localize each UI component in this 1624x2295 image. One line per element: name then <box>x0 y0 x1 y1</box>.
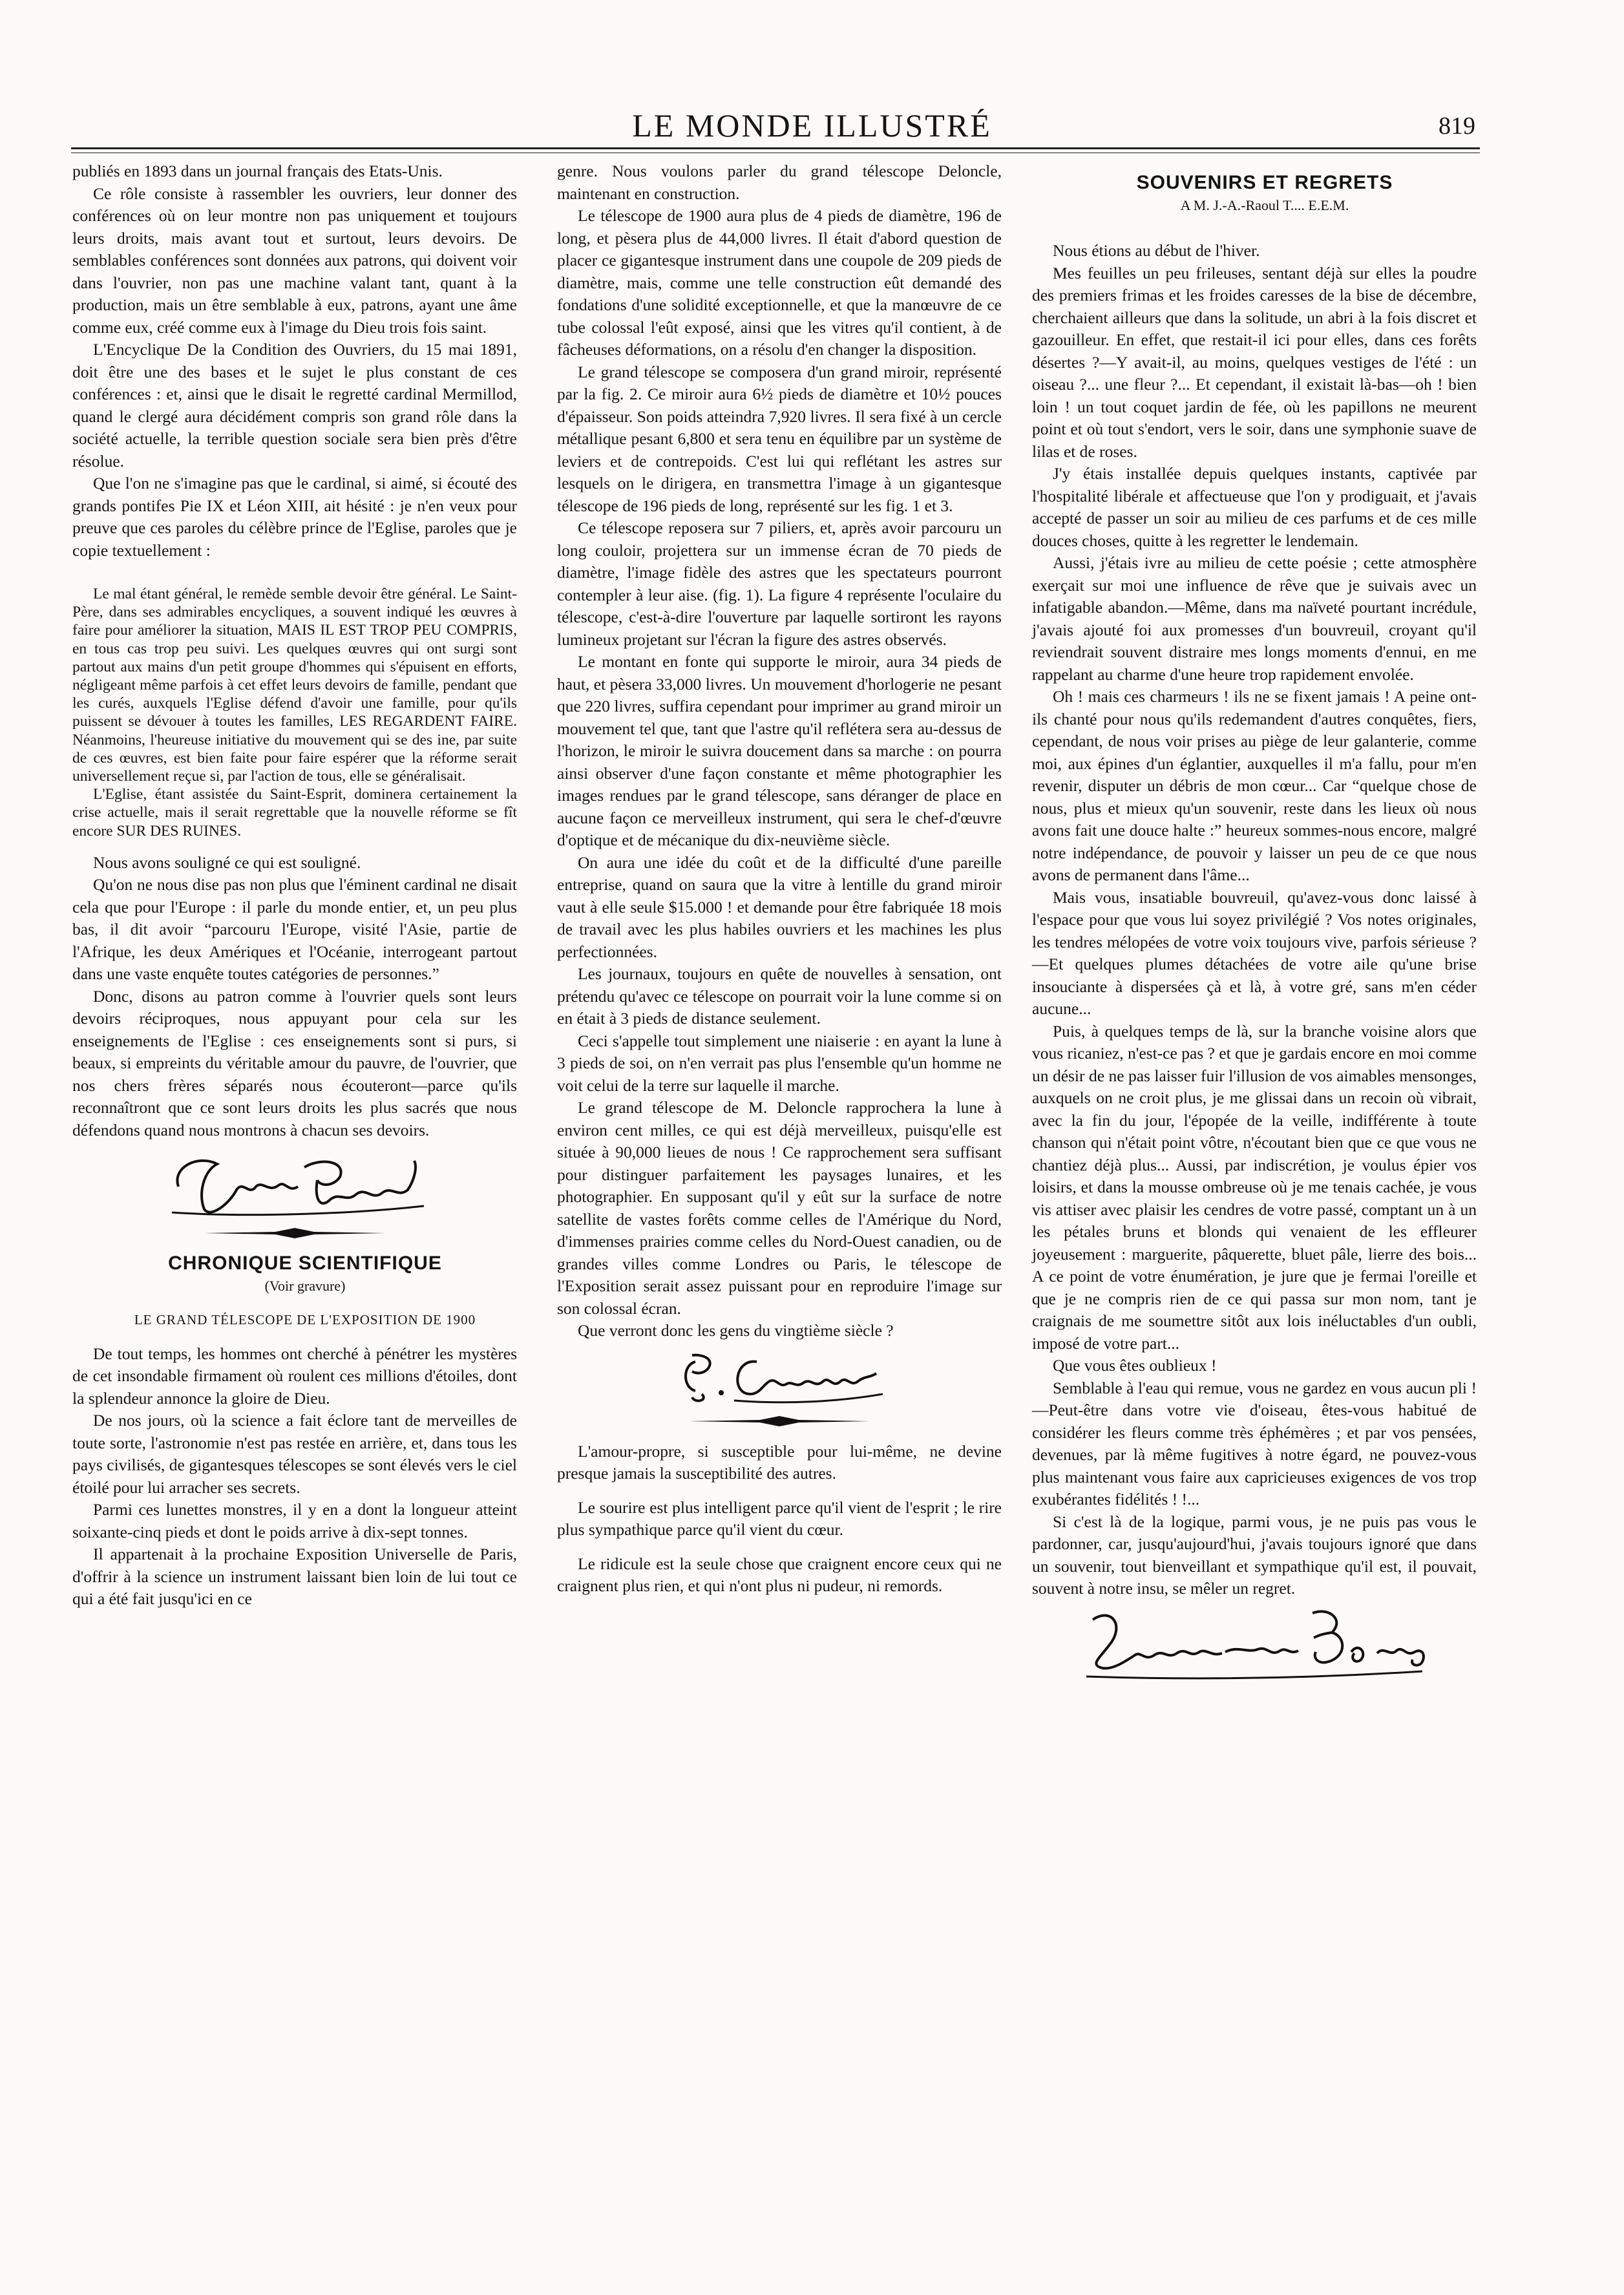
ornament-divider <box>198 1225 392 1241</box>
signature-firmin-picard <box>159 1141 430 1225</box>
maxim: Le ridicule est la seule chose que craignent encore ceux qui ne craignent plus rien, et qui n'ont plus ni pudeur, ni remords. <box>557 1554 1002 1595</box>
section-title: SOUVENIRS ET REGRETS <box>1136 172 1393 193</box>
paragraph: Donc, disons au patron comme à l'ouvrier quels sont leurs devoirs réciproques, nous appuyant pour cela sur les enseignements de l'Eglise : ces enseignements sont si purs, si beaux, si empreints du véritable amour du pauvre, de l'ouvrier, que nos chers frères séparés nous écouteront—parce qu'ils reconnaîtront que ce sont leurs droits les plus sacrés que nous défendons quand nous montrons à chacun ses devoirs. <box>72 986 517 1139</box>
header-rule <box>71 147 1480 149</box>
dedication: A M. J.-A.-Raoul T.... E.E.M. <box>1180 196 1349 213</box>
section-title: CHRONIQUE SCIENTIFIQUE <box>168 1253 442 1274</box>
paragraph: Le télescope de 1900 aura plus de 4 pieds de diamètre, 196 de long, et pèsera plus de 44,000 livres. Il était d'abord question de placer ce gigantesque instrument dans une coupole de 209 pieds de diamètre, mais, comme une telle construction eût demandé des fondations d'une solidité exceptionnelle, et que la manœuvre de ce tube colossal l'eût exposé, ainsi que les vitres qu'il contient, à de fâcheuses déformations, on a résolu d'en changer la disposition. <box>557 206 1002 359</box>
paragraph: Si c'est là de la logique, parmi vous, je ne puis pas vous le pardonner, car, jusqu'aujourd'hui, j'avais toujours ignoré que dans un souvenir, tout bienveillant et sympathique qu'il est, il pouvait, souvent à notre insu, se mêler un regret. <box>1032 1512 1477 1598</box>
paragraph: De tout temps, les hommes ont cherché à pénétrer les mystères de cet insondable firmament où roulent ces millions d'étoiles, dont la splendeur annonce la gloire de Dieu. <box>72 1344 517 1408</box>
paragraph: Parmi ces lunettes monstres, il y en a dont la longueur atteint soixante-cinq pieds et dont le poids arrive à dix-sept tonnes. <box>72 1500 517 1541</box>
paragraph: Le grand télescope se composera d'un grand miroir, représenté par la fig. 2. Ce miroir aura 6½ pieds de diamètre et 10½ pouces d'épaisseur. Son poids atteindra 7,920 livres. Il sera fixé à un cercle métallique pesant 6,800 et sera tenu en équilibre par un système de leviers et de contrepoids. C'est lui qui reflétant les astres sur lesquels on le dirigera, en transmettra l'image à un gigantesque télescope de 196 pieds de long, représenté sur les fig. 1 et 3. <box>557 362 1002 515</box>
quotation: L'Eglise, étant assistée du Saint-Esprit, dominera certainement la crise actuelle, mais il serait regrettable que la nouvelle réforme se fît encore SUR DES RUINES. <box>72 786 517 840</box>
paragraph: genre. Nous voulons parler du grand télescope Deloncle, maintenant en construction. <box>557 162 1002 203</box>
paragraph: Que l'on ne s'imagine pas que le cardinal, si aimé, si écouté des grands pontifes Pie IX et Léon XIII, ait hésité : je n'en veux pour preuve que ces paroles du célèbre prince de l'Eglise, paroles que je copie textuellement : <box>72 474 517 560</box>
maxim: Le sourire est plus intelligent parce qu'il vient de l'esprit ; le rire plus sympathique parce qu'il vient du cœur. <box>557 1497 1002 1539</box>
column-2 <box>557 160 1002 1598</box>
paragraph: Mes feuilles un peu frileuses, sentant déjà sur elles la poudre des premiers frimas et les froides caresses de la bise de décembre, cherchaient ailleurs que dans la solitude, un abri à la fois discret et gazouilleur. En effet, que restait-il ici pour elles, dans ces forêts désertes ?—Y avait-il, au moins, quelques vestiges de l'été : un oiseau ?... une fleur ?... Et cependant, il existait là-bas—oh ! bien loin ! un tout coquet jardin de fée, où les papillons ne meurent point et où tout s'endort, vers le soir, dans une symphonie suave de lilas et de roses. <box>1032 263 1477 461</box>
signature-lierre-des-bois <box>1073 1600 1435 1684</box>
page-number: 819 <box>1439 112 1475 140</box>
paragraph: Il appartenait à la prochaine Exposition Universelle de Paris, d'offrir à la science un instrument laissant bien loin de lui tout ce qui a été fait jusqu'ici en ce <box>72 1545 517 1609</box>
maxim: L'amour-propre, si susceptible pour lui-même, ne devine presque jamais la susceptibilité des autres. <box>557 1441 1002 1483</box>
quotation: Le mal étant général, le remède semble devoir être général. Le Saint-Père, dans ses admirables encycliques, a souvent indiqué les œuvres à faire pour améliorer la situation, MAIS IL EST TROP PEU COMPRIS, en tous cas trop peu suivi. Les quelques œuvres qui ont surgi sont partout aux mains d'un petit groupe d'hommes qui s'épuisent en efforts, négligeant même parfois à cet effet leurs devoirs de famille, pendant que les curés, auxquels l'Eglise défend d'avoir une famille, pour qu'ils puissent se dévouer à toutes les familles, LES REGARDENT FAIRE. Néanmoins, l'heureuse initiative du mouvement qui se des ine, par suite de ces œuvres, est bien faite pour faire espérer que la réforme serait universellement reçue si, par l'action de tous, elle se généralisait. <box>72 586 517 785</box>
paragraph: Ce rôle consiste à rassembler les ouvriers, leur donner des conférences où on leur montre non pas uniquement et toujours leurs droits, mais avant tout et surtout, leurs devoirs. De semblables conférences sont données aux patrons, qui doivent voir dans l'ouvrier, non pas une machine valant tant, quant à la production, mais un être semblable à eux, patrons, ayant une âme comme eux, créé comme eux à l'image du Dieu trois fois saint. <box>72 184 517 337</box>
paragraph: L'Encyclique De la Condition des Ouvriers, du 15 mai 1891, doit être une des bases et le sujet le plus constant de ces conférences : et, ainsi que le disait le regretté cardinal Mermillod, quand le clergé aura décidément compris son grand rôle dans la société actuelle, la terrible question sociale sera bien près d'être résolue. <box>72 340 517 471</box>
ornament-divider <box>682 1413 876 1429</box>
column-1 <box>72 160 517 1611</box>
paragraph: On aura une idée du coût et de la difficulté d'une pareille entreprise, quand on saura que la vitre à lentille du grand miroir vaut à elle seule $15.000 ! et demande pour être fabriquée 18 mois de travail avec les plus habiles ouvriers et les machines les plus perfectionnées. <box>557 852 1002 961</box>
paragraph: Que vous êtes oublieux ! <box>1053 1356 1217 1375</box>
paragraph: Que verront donc les gens du vingtième siècle ? <box>578 1321 894 1340</box>
paragraph: Oh ! mais ces charmeurs ! ils ne se fixent jamais ! A peine ont-ils chanté pour nous qu'ils redemandent d'autres conquêtes, fiers, cependant, de nous voir prises au piège de leur galanterie, comme moi, aux épines d'un églantier, auxquelles il m'a fallu, pour m'en revenir, disputer un débris de mon cœur... Car “quelque chose de nous, plus et mieux qu'un souvenir, reste dans les lieux où nous avons fait une douce halte :” heureux sommes-nous encore, malgré notre indépendance, de pouvoir y laisser un peu de ce que nous avons de permanent dans l'âme... <box>1032 687 1477 884</box>
section-subhead: LE GRAND TÉLESCOPE DE L'EXPOSITION DE 1900 <box>134 1312 476 1328</box>
paragraph: Semblable à l'eau qui remue, vous ne gardez en vous aucun pli !—Peut-être dans votre vie d'oiseau, êtes-vous habitué de considérer les fleurs comme très éphémères ; et par vos pensées, devenues, par là même fugitives à notre égard, ne pouvez-vous plus maintenant vous faire aux capricieuses exigences de vos trop exubérantes fidélités ! !... <box>1032 1378 1477 1508</box>
column-3 <box>1032 160 1477 1684</box>
paragraph: Ceci s'appelle tout simplement une niaiserie : en ayant la lune à 3 pieds de soi, on n'en verrait pas plus l'ensemble qu'un homme ne voit celui de la terre sur laquelle il marche. <box>557 1031 1002 1095</box>
paragraph: Qu'on ne nous dise pas non plus que l'éminent cardinal ne disait cela que pour l'Europe : il parle du monde entier, et, un peu plus bas, il dit avoir “parcouru l'Europe, visité l'Asie, partie de l'Afrique, les deux Amériques et l'Océanie, interrogeant partout dans une vaste enquête toutes catégories de personnes.” <box>72 875 517 984</box>
paragraph: Aussi, j'étais ivre au milieu de cette poésie ; cette atmosphère exerçait sur moi une influence de rêve que je suivais avec un infatigable abandon.—Même, dans ma naïveté pourtant incrédule, j'avais ajouté foi aux promesses d'un bouvreuil, croyant qu'il reviendrait souvent distraire mes longs moments d'ennui, en me rappelant au charme d'une heure trop rapidement envolée. <box>1032 553 1477 684</box>
signature-p-colonnier <box>657 1342 902 1413</box>
paragraph: Le montant en fonte qui supporte le miroir, aura 34 pieds de haut, et pèsera 33,000 livres. Un mouvement d'horlogerie ne pesant que 220 livres, suffira cependant pour imprimer au grand miroir un mouvement tel que, tant que l'astre qu'il reflétera sera au-dessus de l'horizon, le miroir le suivra doucement dans sa marche : on pourra ainsi observer d'une façon constante et même photographier les images rendues par le grand télescope, sans déranger de place en aucune façon ce merveilleux instrument, qui sera le chef-d'œuvre d'optique et de mécanique du dix-neuvième siècle. <box>557 652 1002 849</box>
paragraph: Ce télescope reposera sur 7 piliers, et, après avoir parcouru un long couloir, projettera sur un immense écran de 70 pieds de diamètre, l'image fidèle des astres que les spectateurs pourront contempler à leur aise. (fig. 1). La figure 4 représente l'oculaire du télescope, c'est-à-dire l'ouverture par laquelle sortiront les rayons lumineux projetant sur l'écran la figure des astres observés. <box>557 518 1002 649</box>
paragraph: Mais vous, insatiable bouvreuil, qu'avez-vous donc laissé à l'espace pour que vous lui soyez privilégié ? Vos notes originales, les tendres mélopées de votre voix toujours vive, parfois sérieuse ?—Et quelques plumes détachées de votre aile qu'une brise insouciante à dispersées çà et là, à votre gré, sans m'en céder aucune... <box>1032 887 1477 1018</box>
paragraph: Le grand télescope de M. Deloncle rapprochera la lune à environ cent milles, ce qui est déjà merveilleux, puisqu'elle est située à 90,000 lieues de nous ! Ce rapprochement sera suffisant pour distinguer parfaitement les paysages lunaires, et les photographier. En supposant qu'il y eût sur la surface de notre satellite de vastes forêts comme celles de l'Amérique du Nord, d'immenses prairies comme celles du Nord-Ouest canadien, ou de grandes villes comme Londres ou Paris, le télescope de l'Exposition serait assez puissant pour en reproduire l'image sur son colossal écran. <box>557 1098 1002 1318</box>
paragraph: De nos jours, où la science a fait éclore tant de merveilles de toute sorte, l'astronomie n'est pas restée en arrière, et, dans tous les pays civilisés, de gigantesques télescopes se sont élevés vers le ciel étoilé pour lui arracher ses secrets. <box>72 1411 517 1497</box>
paragraph: Nous avons souligné ce qui est souligné. <box>93 852 361 872</box>
paragraph: publiés en 1893 dans un journal français des Etats-Unis. <box>72 162 443 180</box>
journal-title: LE MONDE ILLUSTRÉ <box>632 107 992 143</box>
paragraph: J'y étais installée depuis quelques instants, captivée par l'hospitalité libérale et affectueuse que l'on y prodiguait, et j'avais accepté de passer un soir au milieu de ces parfums et de ces mille douces choses, quitte à les regretter le lendemain. <box>1032 464 1477 550</box>
paragraph: Nous étions au début de l'hiver. <box>1053 241 1260 260</box>
masthead <box>0 107 1624 145</box>
paragraph: Les journaux, toujours en quête de nouvelles à sensation, ont prétendu qu'avec ce télescope on pourrait voir la lune comme si on en était à 3 pieds de distance seulement. <box>557 964 1002 1028</box>
section-subtitle: (Voir gravure) <box>264 1277 346 1294</box>
paragraph: Puis, à quelques temps de là, sur la branche voisine alors que vous ricaniez, n'est-ce pas ? et que je gardais encore en moi comme un désir de ne pas laisser fuir l'illusion de vos aimables mensonges, auxquels on ne croit plus, je me glissai dans un recoin où vibrait, avec la fin du jour, l'épopée de la veille, indifférente à toute chanson qui n'était point vôtre, n'écoutant bien que ce que vous ne chantiez déjà plus... Aussi, par indiscrétion, je voulus épier vos loisirs, et dans la mousse ombreuse où je me tenais cachée, je vous vis attiser avec plaisir les cendres de votre passé, comptant un à un les pétales bruns et blonds qui venaient de les effleurer joyeusement : marguerite, pâquerette, bluet pâle, lierre des bois... A ce point de votre énumération, je jure que je fermai l'oreille et que je ne compris rien de ce qui passa sur mon nom, tant je craignais de me soumettre sitôt aux lois inéluctables d'un oubli, imposé de votre part... <box>1032 1021 1477 1353</box>
